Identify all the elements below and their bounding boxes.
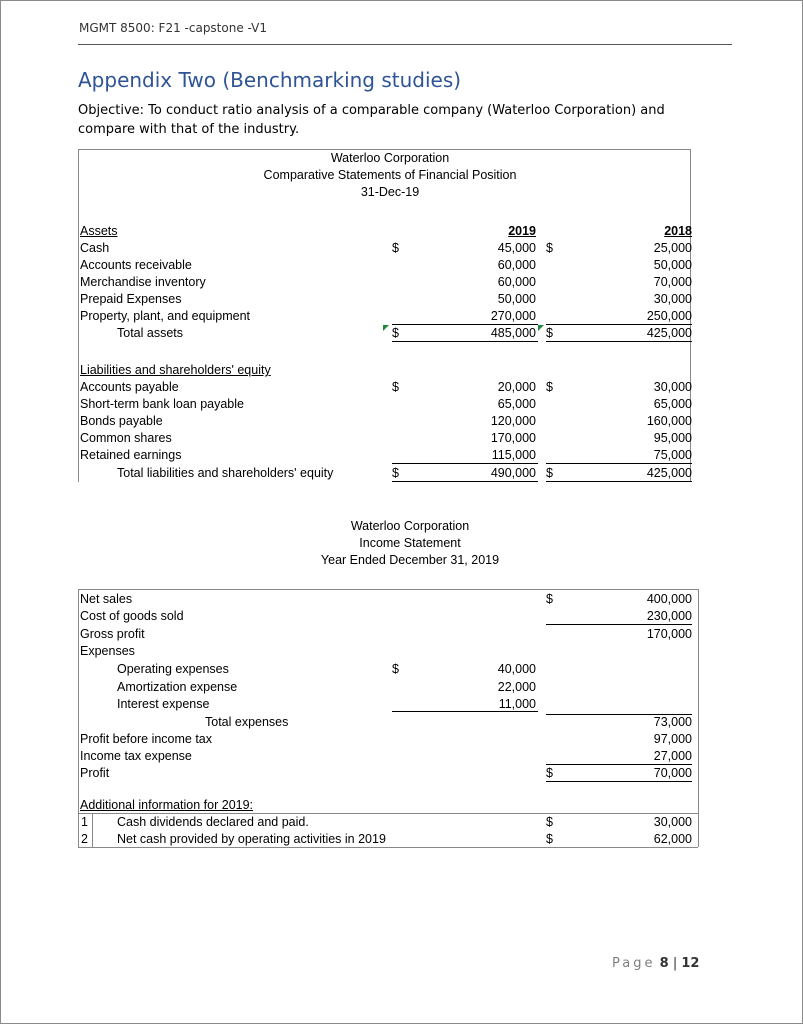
additional-item-num: 1 — [81, 815, 88, 829]
asset-label: Property, plant, and equipment — [80, 309, 251, 323]
total-liabilities-label: Total liabilities and shareholders' equity — [117, 466, 334, 480]
document-code: MGMT 8500: F21 -capstone -V1 — [79, 21, 268, 35]
expense-label: Operating expenses — [117, 662, 229, 676]
expense-value: 40,000 — [497, 662, 536, 676]
currency-symbol: $ — [546, 326, 553, 340]
asset-2018-value: 250,000 — [646, 309, 692, 323]
expense-label: Amortization expense — [117, 680, 238, 694]
total-rule — [392, 481, 538, 482]
tax-label: Income tax expense — [80, 749, 192, 763]
additional-item-label: Cash dividends declared and paid. — [117, 815, 309, 829]
liability-2019-value: 170,000 — [490, 431, 536, 445]
currency-symbol: $ — [392, 326, 399, 340]
expenses-header: Expenses — [80, 644, 135, 658]
liability-2018-value: 30,000 — [653, 380, 692, 394]
total-expenses-value: 73,000 — [653, 715, 692, 729]
asset-2019-value: 60,000 — [497, 275, 536, 289]
sfp-top-border — [78, 149, 690, 150]
additional-item-value: 30,000 — [653, 815, 692, 829]
liability-label: Common shares — [80, 431, 172, 445]
page-footer — [612, 956, 699, 971]
asset-label: Accounts receivable — [80, 258, 192, 272]
cogs-label: Cost of goods sold — [80, 609, 184, 623]
liabilities-header: Liabilities and shareholders' equity — [80, 363, 271, 377]
additional-item-num: 2 — [81, 832, 88, 846]
cell-comment-marker — [383, 325, 389, 331]
sfp-left-border — [78, 149, 79, 482]
total-rule — [546, 341, 692, 342]
liability-label: Short-term bank loan payable — [80, 397, 244, 411]
asset-2018-value: 50,000 — [653, 258, 692, 272]
profit-label: Profit — [80, 766, 110, 780]
liability-label: Retained earnings — [80, 448, 182, 462]
total-expenses-label: Total expenses — [205, 715, 289, 729]
page-separator: | — [672, 956, 678, 971]
page-label: Page — [612, 956, 656, 971]
asset-2019-value: 270,000 — [490, 309, 536, 323]
sfp-statement-title: Comparative Statements of Financial Position — [263, 168, 517, 182]
currency-symbol: $ — [546, 815, 553, 829]
year-2018-header: 2018 — [664, 224, 692, 238]
additional-grid-line — [78, 813, 698, 814]
liability-2019-value: 20,000 — [497, 380, 536, 394]
liability-2018-value: 95,000 — [653, 431, 692, 445]
currency-symbol: $ — [392, 241, 399, 255]
asset-2019-value: 50,000 — [497, 292, 536, 306]
gross-profit-value: 170,000 — [646, 627, 692, 641]
additional-item-value: 62,000 — [653, 832, 692, 846]
liability-label: Accounts payable — [80, 380, 179, 394]
liability-2019-value: 65,000 — [497, 397, 536, 411]
currency-symbol: $ — [546, 832, 553, 846]
net-sales-value: 400,000 — [646, 592, 692, 606]
is-top-border — [78, 589, 698, 590]
subtotal-rule — [546, 624, 692, 625]
cell-comment-marker — [538, 325, 544, 331]
liability-2018-value: 75,000 — [653, 448, 692, 462]
additional-item-label: Net cash provided by operating activities in 2019 — [117, 832, 386, 846]
liability-2019-value: 120,000 — [490, 414, 536, 428]
page-total: 12 — [681, 956, 700, 971]
is-right-border — [698, 589, 699, 847]
subtotal-rule — [546, 764, 692, 765]
page-number: 8 — [659, 956, 669, 971]
is-statement-title: Income Statement — [359, 536, 461, 550]
liability-2018-value: 65,000 — [653, 397, 692, 411]
liability-label: Bonds payable — [80, 414, 163, 428]
currency-symbol: $ — [546, 466, 553, 480]
is-bottom-border — [78, 847, 698, 848]
tax-value: 27,000 — [653, 749, 692, 763]
asset-label: Prepaid Expenses — [80, 292, 182, 306]
liability-2019-value: 115,000 — [491, 448, 536, 462]
currency-symbol: $ — [546, 766, 553, 780]
currency-symbol: $ — [546, 241, 553, 255]
asset-2019-value: 45,000 — [497, 241, 536, 255]
additional-info-header: Additional information for 2019: — [80, 798, 254, 812]
pbt-value: 97,000 — [653, 732, 692, 746]
assets-header: Assets — [80, 224, 118, 238]
subtotal-rule — [546, 463, 692, 464]
currency-symbol: $ — [392, 662, 399, 676]
total-assets-2019: 485,000 — [490, 326, 536, 340]
subtotal-rule — [392, 711, 538, 712]
sfp-company: Waterloo Corporation — [330, 151, 450, 165]
year-2019-header: 2019 — [508, 224, 536, 238]
subtotal-rule — [392, 324, 538, 325]
total-liabilities-2018: 425,000 — [646, 466, 692, 480]
asset-2019-value: 60,000 — [497, 258, 536, 272]
asset-2018-value: 30,000 — [653, 292, 692, 306]
profit-value: 70,000 — [653, 766, 692, 780]
total-liabilities-2019: 490,000 — [490, 466, 536, 480]
additional-num-divider — [92, 813, 93, 847]
asset-2018-value: 70,000 — [653, 275, 692, 289]
expense-value: 22,000 — [497, 680, 536, 694]
currency-symbol: $ — [392, 466, 399, 480]
subtotal-rule — [546, 324, 692, 325]
asset-2018-value: 25,000 — [653, 241, 692, 255]
is-left-border — [78, 589, 79, 847]
expense-label: Interest expense — [117, 697, 210, 711]
objective-text: Objective: To conduct ratio analysis of a comparable company (Waterloo Corporation) and compare with that of the industry. — [78, 103, 665, 137]
total-assets-2018: 425,000 — [646, 326, 692, 340]
subtotal-rule — [392, 463, 538, 464]
currency-symbol: $ — [546, 380, 553, 394]
header-rule — [78, 44, 732, 45]
is-period: Year Ended December 31, 2019 — [320, 553, 500, 567]
cogs-value: 230,000 — [646, 609, 692, 623]
total-rule — [546, 481, 692, 482]
currency-symbol: $ — [392, 380, 399, 394]
liability-2018-value: 160,000 — [646, 414, 692, 428]
gross-profit-label: Gross profit — [80, 627, 145, 641]
expense-value: 11,000 — [498, 697, 536, 711]
asset-label: Merchandise inventory — [80, 275, 206, 289]
is-company: Waterloo Corporation — [350, 519, 470, 533]
currency-symbol: $ — [546, 592, 553, 606]
total-rule — [546, 781, 692, 782]
asset-label: Cash — [80, 241, 110, 255]
total-rule — [392, 341, 538, 342]
appendix-title: Appendix Two (Benchmarking studies) — [78, 68, 462, 92]
sfp-date: 31-Dec-19 — [360, 185, 420, 199]
pbt-label: Profit before income tax — [80, 732, 213, 746]
net-sales-label: Net sales — [80, 592, 133, 606]
total-assets-label: Total assets — [117, 326, 184, 340]
